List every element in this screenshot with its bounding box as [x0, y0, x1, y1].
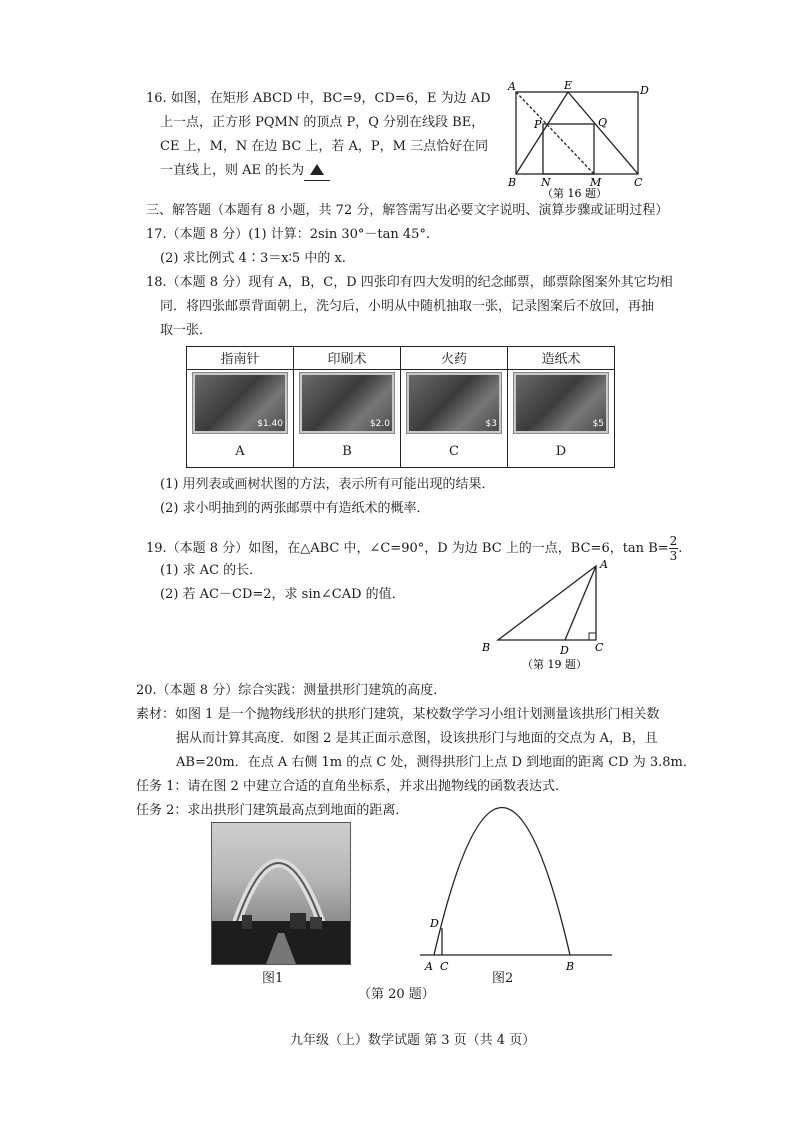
building-3 [310, 917, 322, 929]
stamp-cell-b [294, 369, 401, 436]
label-d: D [640, 84, 649, 97]
q16-line-4 [160, 162, 330, 181]
q19-caption: （第 19 题） [522, 658, 587, 671]
stamp-name-b: 印刷术 [294, 347, 401, 370]
q20-line-3: 据从而计算其高度．如图 2 是其正面示意图，设该拱形门与地面的交点为 A，B，且 [176, 731, 658, 746]
q19-sub-1: (1) 求 AC 的长． [160, 563, 263, 578]
label-c: C [595, 641, 604, 654]
stamp-image-c [407, 373, 501, 433]
q17-line-2: (2) 求比例式 4∶3＝x∶5 中的 x. [160, 251, 346, 266]
q16-line-3: CE 上，M，N 在边 BC 上，若 A，P，M 三点恰好在同 [160, 139, 489, 154]
stamp-letter-d: D [508, 436, 615, 467]
page-footer: 九年级（上）数学试题 第 3 页（共 4 页） [290, 1033, 536, 1048]
q18-sub-2: (2) 求小明抽到的两张邮票中有造纸术的概率． [160, 501, 430, 516]
q18-line-1: 18.（本题 8 分）现有 A，B，C，D 四张印有四大发明的纪念邮票，邮票除图案外其它均相 [146, 275, 673, 290]
label-p: P [534, 118, 542, 131]
stamp-name-c: 火药 [401, 347, 508, 370]
stamp-cell-d [508, 369, 615, 436]
q20-task-1: 任务 1：请在图 2 中建立合适的直角坐标系，并求出抛物线的函数表达式． [136, 779, 568, 794]
building-1 [242, 915, 252, 929]
segment-am [516, 92, 594, 174]
q19-sub-2: (2) 若 AC－CD=2，求 sin∠CAD 的值． [160, 587, 405, 602]
right-angle-mark [589, 633, 596, 640]
fraction-numerator: 2 [669, 534, 678, 548]
stamp-letter-c: C [401, 436, 508, 467]
q20-line-1: 20.（本题 8 分）综合实践：测量拱形门建筑的高度． [136, 683, 447, 698]
stamp-price-b: $2.0 [369, 419, 390, 430]
label-c: C [440, 960, 449, 973]
rectangle-abcd [516, 92, 638, 174]
stamp-price-c: $3 [485, 419, 497, 430]
q20-line-4: AB=20m．在点 A 右侧 1m 的点 C 处，测得拱形门上点 D 到地面的距离 CD 为 3.8m． [176, 755, 696, 770]
fig2-label: 图2 [492, 971, 514, 986]
stamp-cell-a [187, 369, 294, 436]
label-q: Q [598, 116, 608, 129]
label-a: A [425, 960, 433, 973]
stamp-image-d [514, 373, 608, 433]
stamp-letter-b: B [294, 436, 401, 467]
q20-caption: （第 20 题） [358, 987, 435, 1002]
stamp-table [186, 346, 615, 468]
label-n: N [541, 176, 551, 189]
q18-sub-1: (1) 用列表或画树状图的方法，表示所有可能出现的结果． [160, 477, 495, 492]
q19-figure [476, 556, 616, 672]
q16-line-2: 上一点，正方形 PQMN 的顶点 P，Q 分别在线段 BE， [160, 115, 485, 130]
arch-photo-drawing [212, 823, 350, 964]
label-a: A [600, 558, 608, 571]
stamp-price-d: $5 [592, 419, 604, 430]
stamp-image-a [193, 373, 287, 433]
q16-caption: （第 16 题） [542, 187, 607, 200]
label-e: E [564, 79, 573, 92]
label-c: C [634, 176, 643, 189]
arch-photo [211, 822, 351, 965]
segment-be [516, 92, 568, 174]
section-3-heading: 三、解答题（本题有 8 小题，共 72 分，解答需写出必要文字说明、演算步骤或证明过程） [146, 203, 669, 218]
fig1-label: 图1 [262, 971, 284, 986]
q16-line-4-text: 一直线上，则 AE 的长为 [160, 163, 305, 178]
q20-figure-2 [416, 800, 616, 980]
q18-line-3: 取一张． [160, 323, 213, 338]
stamp-cell-c [401, 369, 508, 436]
q18-line-2: 同．将四张邮票背面朝上，洗匀后，小明从中随机抽取一张，记录图案后不放回，再抽 [160, 299, 655, 314]
label-b: B [482, 641, 491, 654]
q20-line-2: 素材：如图 1 是一个抛物线形状的拱形门建筑，某校数学学习小组计划测量该拱形门相关数 [136, 707, 660, 722]
triangle-abc [498, 566, 596, 640]
q20-task-2: 任务 2：求出拱形门建筑最高点到地面的距离． [136, 803, 409, 818]
stamp-price-a: $1.40 [257, 419, 283, 430]
stamp-letter-a: A [187, 436, 294, 467]
q17-line-1: 17.（本题 8 分）(1) 计算：2sin 30°－tan 45°. [146, 227, 431, 242]
label-b: B [508, 176, 517, 189]
q16-figure [500, 78, 650, 200]
label-d: D [560, 644, 569, 657]
label-a: A [508, 80, 516, 93]
stamp-name-a: 指南针 [187, 347, 294, 370]
tan-b-fraction [669, 534, 679, 563]
q19-line-1-text: 19.（本题 8 分）如图，在△ABC 中，∠C=90°，D 为边 BC 上的一点，BC=6，tan B= [146, 541, 669, 556]
fraction-denominator: 3 [669, 549, 678, 563]
stamp-image-b [300, 373, 394, 433]
q19-line-1: 19.（本题 8 分）如图，在△ABC 中，∠C=90°，D 为边 BC 上的一点，BC=6，tan B= $\frac{2}{3}$ . [146, 534, 683, 563]
label-b: B [566, 960, 575, 973]
q16-line-1: 16. 如图，在矩形 ABCD 中，BC=9，CD=6，E 为边 AD [146, 91, 491, 106]
building-2 [290, 913, 306, 929]
triangle-marker-icon [310, 164, 324, 175]
segment-ce [568, 92, 638, 174]
answer-blank [304, 162, 330, 181]
label-d: D [430, 917, 439, 930]
parabola [434, 808, 570, 956]
stamp-name-d: 造纸术 [508, 347, 615, 370]
label-m: M [590, 176, 602, 189]
